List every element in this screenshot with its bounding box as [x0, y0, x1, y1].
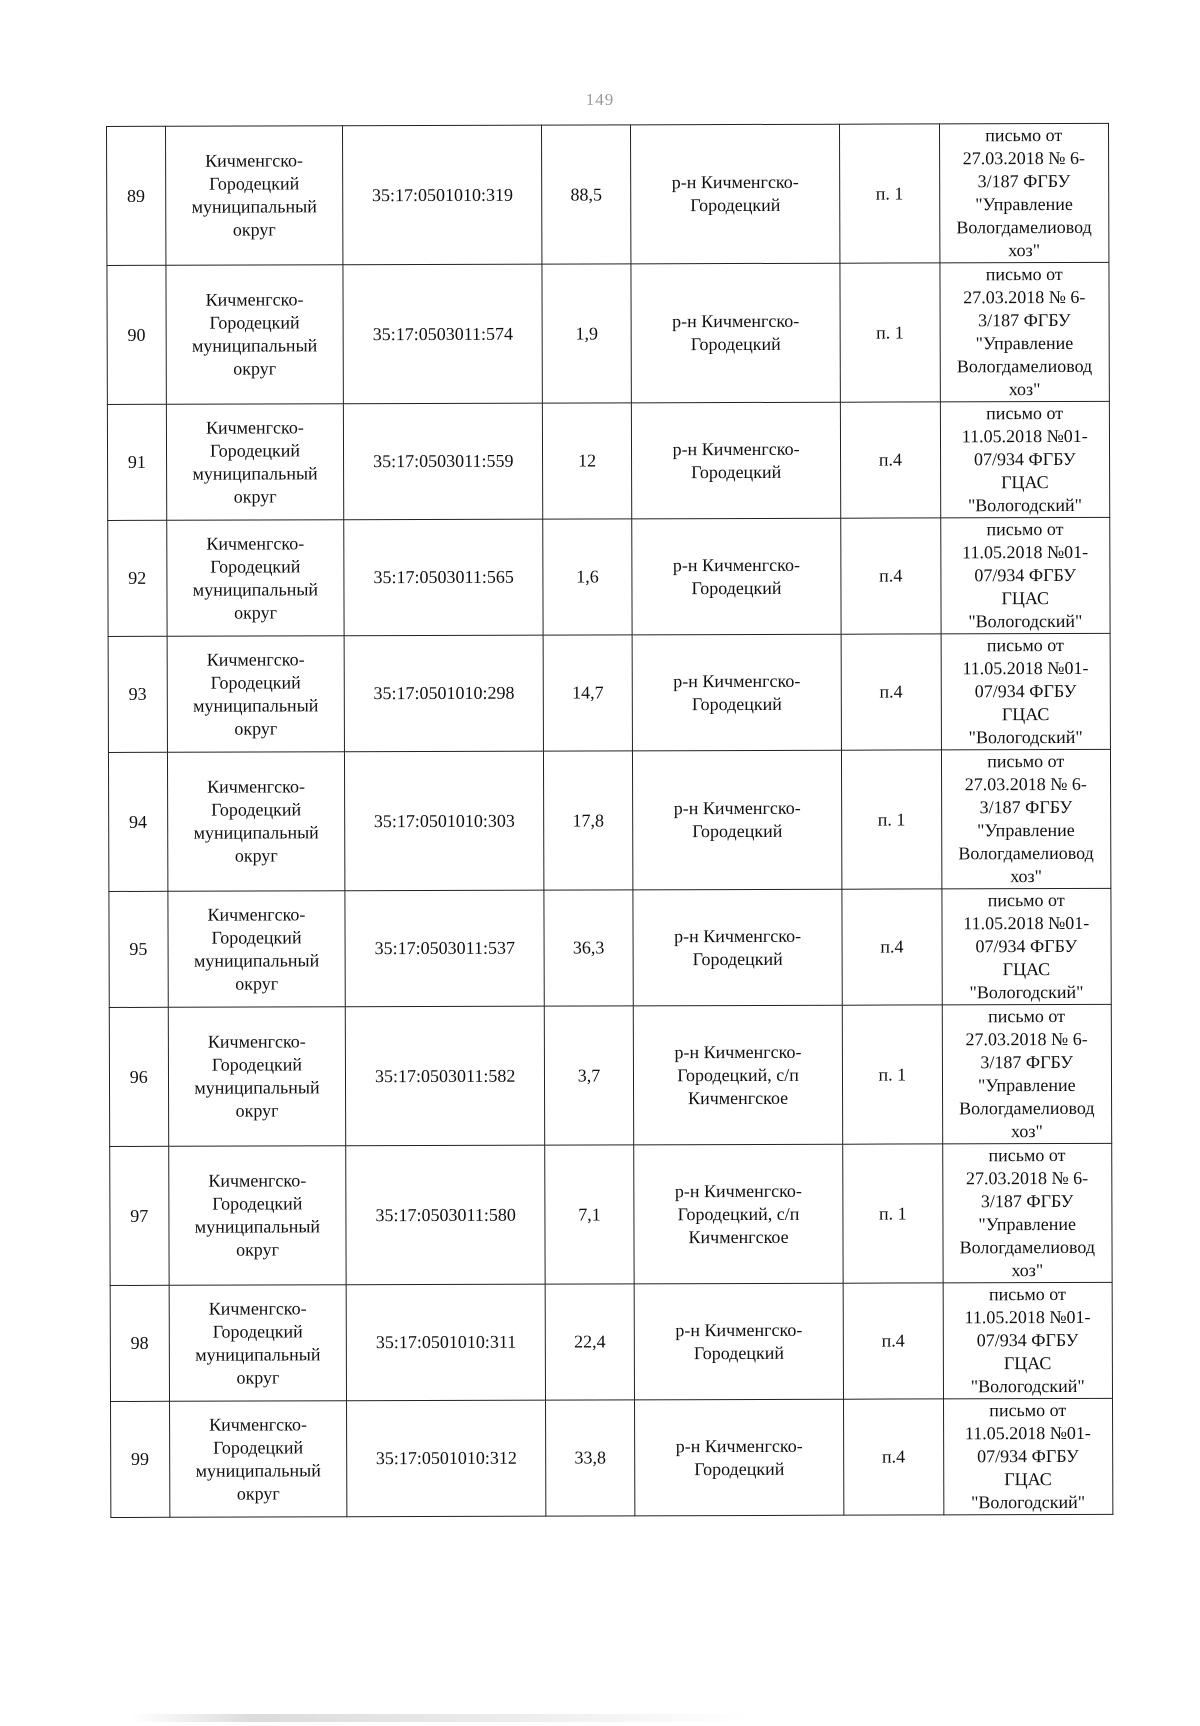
cell-document-line: письмо от [985, 124, 1063, 146]
cell-document-line: "Вологодский" [970, 1375, 1085, 1397]
cell-document-line: 07/934 ФГБУ [976, 1329, 1079, 1351]
cell-area: 7,1 [545, 1145, 634, 1284]
cell-municipality-line: Городецкий [211, 799, 302, 820]
cell-document-line: 3/187 ФГБУ [980, 1190, 1074, 1212]
cell-document-line: ГЦАС [1001, 588, 1050, 609]
cell-document-line: ГЦАС [1003, 1353, 1052, 1374]
cell-document-line: 27.03.2018 № 6- [964, 773, 1087, 795]
table-row [108, 633, 1110, 752]
cell-municipality-line: Городецкий [209, 312, 300, 333]
cell-document-line: "Вологодский" [969, 981, 1084, 1003]
cell-point: п. 1 [843, 1144, 943, 1283]
cell-document-line: 27.03.2018 № 6- [963, 286, 1086, 308]
cell-row-number: 94 [108, 752, 167, 891]
cell-area: 17,8 [544, 751, 633, 890]
cell-document-line: 07/934 ФГБУ [974, 680, 1077, 702]
cell-row-number: 95 [109, 891, 168, 1007]
cell-document-line: "Вологодский" [971, 1491, 1086, 1513]
cell-municipality-line: округ [234, 845, 278, 866]
cell-document-line: 3/187 ФГБУ [978, 309, 1071, 331]
cell-location [631, 263, 841, 403]
cell-location-line: Городецкий [691, 693, 782, 714]
cell-municipality-line: Городецкий [209, 173, 300, 194]
cell-municipality-line: округ [236, 1366, 280, 1388]
cell-location-line: р-н Кичменгско- [671, 171, 799, 193]
cell-point: п. 1 [842, 1005, 942, 1144]
table-row [108, 749, 1110, 891]
cell-document-line: 11.05.2018 №01- [962, 541, 1089, 563]
cell-cadastral-number: 35:17:0501010:319 [343, 125, 542, 265]
cell-municipality-line: округ [232, 219, 276, 240]
cell-area: 3,7 [544, 1006, 633, 1145]
cell-point: п.4 [841, 634, 941, 750]
cell-municipality-line: Кичменгско- [207, 1031, 306, 1052]
cell-municipality-line: муниципальный [194, 1216, 321, 1237]
cell-cadastral-number: 35:17:0503011:582 [346, 1006, 545, 1146]
table-row [108, 517, 1110, 636]
cell-point: п.4 [842, 889, 942, 1005]
cell-municipality-line: Городецкий [212, 1193, 303, 1214]
cell-cadastral-number: 35:17:0501010:298 [344, 635, 543, 752]
cell-location-line: Городецкий [690, 194, 781, 216]
cell-document [940, 517, 1110, 634]
cell-location [632, 518, 842, 635]
cell-municipality-line: Кичменгско- [206, 532, 305, 554]
cell-municipality-line: Кичменгско- [205, 416, 304, 438]
cell-municipality-line: Кичменгско- [209, 1413, 308, 1435]
cell-document-line: Вологдамелиовод [959, 1097, 1095, 1119]
cell-municipality [166, 265, 344, 405]
cell-document-line: Вологдамелиовод [956, 355, 1093, 377]
cell-cadastral-number: 35:17:0503011:565 [344, 519, 543, 636]
cell-point: п.4 [841, 518, 941, 634]
cell-location-line: р-н Кичменгско- [672, 438, 800, 459]
cell-location [634, 1399, 844, 1516]
cell-municipality-line: муниципальный [192, 462, 318, 484]
cell-municipality [168, 1146, 346, 1286]
cell-municipality [166, 520, 344, 637]
cell-location-line: Кичменгское [688, 1226, 789, 1247]
cell-area: 88,5 [542, 125, 631, 264]
cell-location [634, 1283, 844, 1400]
cell-municipality-line: Кичменгско- [205, 289, 304, 310]
cell-document-line: 07/934 ФГБУ [977, 1445, 1079, 1467]
cell-municipality [169, 1285, 347, 1402]
cell-location-line: р-н Кичменгско- [672, 554, 800, 575]
cell-document-line: письмо от [986, 634, 1064, 656]
scan-artifact [130, 1714, 750, 1722]
cell-municipality [168, 1007, 346, 1147]
cell-municipality-line: Городецкий [211, 1054, 302, 1075]
cell-municipality-line: Кичменгско- [205, 150, 304, 171]
cell-location-line: Городецкий, с/п [677, 1203, 800, 1224]
cell-location-line: Городецкий [691, 577, 782, 598]
cell-document [942, 1004, 1112, 1144]
cell-row-number: 92 [108, 520, 167, 636]
cell-location [633, 889, 843, 1006]
cell-document-line: "Вологодский" [968, 726, 1083, 748]
cell-document-line: "Вологодский" [967, 494, 1082, 516]
cell-document-line: хоз" [1010, 866, 1043, 887]
cell-municipality-line: округ [233, 485, 277, 507]
cell-document-line: письмо от [986, 518, 1064, 540]
cell-document-line: письмо от [986, 402, 1064, 424]
cell-document-line: 3/187 ФГБУ [977, 170, 1071, 192]
cell-document [941, 633, 1111, 750]
cell-document-line: письмо от [988, 1005, 1066, 1027]
table-row [109, 1004, 1111, 1146]
cell-location [630, 124, 840, 264]
cell-area: 1,6 [543, 519, 632, 635]
cell-municipality-line: Кичменгско- [208, 1170, 307, 1191]
cell-document-line: "Вологодский" [968, 610, 1083, 632]
cell-municipality-line: Городецкий [213, 1436, 304, 1458]
cell-municipality-line: муниципальный [195, 1459, 321, 1481]
cell-document-line: 11.05.2018 №01- [962, 657, 1089, 679]
cell-document-line: письмо от [988, 1283, 1066, 1305]
cell-document [941, 888, 1111, 1005]
cell-location-line: р-н Кичменгско- [674, 1180, 802, 1201]
cell-municipality [167, 636, 345, 753]
cell-document-line: 3/187 ФГБУ [979, 796, 1073, 818]
cell-document-line: Вологдамелиовод [956, 216, 1092, 238]
cell-location-line: Городецкий [694, 1458, 785, 1479]
cell-municipality-line: округ [235, 1100, 279, 1121]
cell-municipality-line: Кичменгско- [208, 1297, 307, 1319]
cell-municipality-line: округ [236, 1482, 280, 1504]
cell-cadastral-number: 35:17:0503011:537 [345, 890, 544, 1007]
cell-row-number: 97 [110, 1146, 169, 1285]
table-row [107, 262, 1109, 404]
cell-point: п.4 [841, 402, 941, 518]
cell-document-line: 3/187 ФГБУ [980, 1051, 1074, 1073]
cell-document-line: 11.05.2018 №01- [964, 1306, 1091, 1328]
cell-document-line: письмо от [989, 1399, 1067, 1421]
cell-cadastral-number: 35:17:0501010:311 [347, 1284, 546, 1401]
cell-municipality-line: муниципальный [191, 335, 318, 356]
cell-document-line: хоз" [1008, 379, 1041, 400]
cell-document-line: ГЦАС [1001, 472, 1049, 493]
cell-document-line: хоз" [1011, 1260, 1044, 1281]
cell-location-line: р-н Кичменгско- [673, 797, 801, 819]
cell-location-line: р-н Кичменгско- [673, 670, 801, 691]
cell-row-number: 90 [107, 265, 166, 404]
cell-document-line: письмо от [987, 889, 1065, 911]
cell-location-line: р-н Кичменгско- [674, 925, 802, 946]
cell-location [632, 750, 842, 890]
cell-municipality-line: округ [235, 972, 279, 994]
cell-document-line: 11.05.2018 №01- [964, 1422, 1091, 1444]
table-row [110, 1143, 1112, 1285]
land-plots-table [106, 123, 1113, 1518]
cell-document-line: письмо от [985, 263, 1063, 285]
cell-municipality [167, 891, 345, 1008]
cell-document [939, 123, 1109, 263]
cell-document-line: 27.03.2018 № 6- [962, 147, 1085, 169]
cell-document-line: 27.03.2018 № 6- [965, 1028, 1088, 1050]
cell-point: п. 1 [840, 124, 940, 263]
cell-row-number: 89 [107, 126, 166, 265]
cell-municipality-line: округ [236, 1239, 279, 1260]
cell-municipality-line: Городецкий [211, 926, 302, 948]
cell-location [631, 402, 841, 519]
cell-row-number: 98 [110, 1285, 169, 1401]
cell-point: п.4 [843, 1283, 943, 1399]
cell-row-number: 91 [107, 404, 166, 520]
cell-location-line: р-н Кичменгско- [672, 310, 800, 332]
cell-document-line: 07/934 ФГБУ [975, 935, 1078, 957]
cell-cadastral-number: 35:17:0503011:574 [343, 264, 542, 404]
cell-location-line: Городецкий, с/п [677, 1064, 799, 1085]
cell-document-line: хоз" [1010, 1121, 1043, 1142]
cell-location-line: Кичменгское [688, 1087, 789, 1108]
cell-document [940, 401, 1110, 518]
cell-municipality-line: Кичменгско- [207, 776, 306, 797]
cell-document-line: 11.05.2018 №01- [963, 912, 1090, 934]
cell-document-line: "Управление [977, 819, 1075, 841]
cell-document-line: "Управление [977, 1074, 1076, 1096]
cell-municipality-line: муниципальный [191, 196, 317, 217]
cell-municipality-line: округ [234, 601, 277, 623]
cell-document-line: письмо от [988, 1144, 1066, 1166]
table-body [107, 123, 1113, 1517]
cell-location-line: Городецкий [690, 333, 781, 355]
table-row [107, 401, 1109, 520]
cell-municipality-line: Городецкий [209, 439, 301, 461]
table-row [109, 888, 1111, 1007]
cell-document-line: ГЦАС [1002, 959, 1051, 980]
table-row [110, 1282, 1112, 1401]
cell-municipality-line: муниципальный [192, 578, 319, 600]
cell-municipality-line: Кичменгско- [206, 648, 305, 670]
cell-point: п. 1 [840, 263, 940, 402]
cell-document [941, 749, 1111, 889]
cell-document-line: 07/934 ФГБУ [973, 448, 1076, 470]
cell-document-line: ГЦАС [1004, 1469, 1052, 1490]
cell-municipality-line: муниципальный [193, 949, 320, 971]
cell-location [634, 1144, 844, 1284]
cell-municipality-line: муниципальный [193, 694, 319, 716]
cell-row-number: 93 [108, 636, 167, 752]
cell-location-line: Городецкий [691, 461, 782, 482]
cell-document-line: "Управление [975, 332, 1074, 354]
cell-document-line: 07/934 ФГБУ [974, 564, 1076, 586]
cell-location-line: Городецкий [693, 1342, 784, 1363]
cell-location-line: р-н Кичменгско- [675, 1435, 803, 1456]
cell-area: 22,4 [545, 1284, 634, 1400]
cell-municipality-line: Городецкий [210, 671, 301, 693]
table-row [111, 1398, 1113, 1517]
cell-location-line: Городецкий [692, 820, 783, 842]
cell-area: 36,3 [544, 890, 633, 1006]
cell-area: 12 [542, 403, 631, 519]
cell-area: 1,9 [542, 264, 631, 403]
cell-municipality [165, 126, 343, 266]
cell-document [939, 262, 1109, 402]
land-plots-table-wrapper [106, 123, 1113, 1518]
cell-point: п. 1 [842, 750, 942, 889]
cell-document-line: 11.05.2018 №01- [961, 425, 1088, 447]
cell-cadastral-number: 35:17:0501010:312 [347, 1400, 546, 1517]
cell-document [943, 1398, 1113, 1515]
page-number: 149 [585, 90, 615, 109]
cell-point: п.4 [844, 1399, 944, 1515]
cell-location-line: р-н Кичменгско- [675, 1319, 803, 1340]
cell-area: 33,8 [546, 1400, 635, 1516]
cell-row-number: 99 [111, 1401, 170, 1517]
cell-municipality-line: Кичменгско- [207, 903, 306, 925]
cell-municipality-line: Городецкий [210, 555, 301, 577]
cell-document-line: письмо от [987, 750, 1065, 772]
cell-document [942, 1143, 1112, 1283]
table-row [107, 123, 1109, 265]
cell-document-line: хоз" [1008, 240, 1041, 261]
cell-row-number: 96 [109, 1007, 168, 1146]
cell-location [632, 634, 842, 751]
cell-municipality-line: муниципальный [193, 822, 319, 843]
cell-document-line: 27.03.2018 № 6- [965, 1167, 1089, 1189]
cell-municipality-line: муниципальный [194, 1077, 320, 1098]
cell-municipality-line: муниципальный [195, 1343, 321, 1365]
cell-document-line: Вологдамелиовод [959, 1236, 1096, 1258]
cell-municipality-line: Городецкий [212, 1320, 303, 1342]
cell-municipality [166, 404, 344, 521]
cell-cadastral-number: 35:17:0503011:580 [346, 1145, 545, 1285]
cell-document [943, 1282, 1113, 1399]
cell-document-line: "Управление [975, 193, 1073, 215]
cell-location-line: р-н Кичменгско- [674, 1041, 802, 1062]
cell-area: 14,7 [543, 635, 632, 751]
cell-municipality-line: округ [234, 717, 278, 739]
cell-municipality [167, 752, 345, 892]
cell-document-line: Вологдамелиовод [958, 842, 1094, 864]
cell-location-line: Городецкий [692, 948, 783, 969]
cell-municipality [169, 1401, 347, 1518]
cell-document-line: "Управление [978, 1213, 1077, 1235]
cell-document-line: ГЦАС [1001, 704, 1050, 725]
cell-location [633, 1005, 843, 1145]
cell-cadastral-number: 35:17:0501010:303 [345, 751, 544, 891]
cell-cadastral-number: 35:17:0503011:559 [344, 403, 543, 520]
cell-municipality-line: округ [233, 358, 277, 379]
